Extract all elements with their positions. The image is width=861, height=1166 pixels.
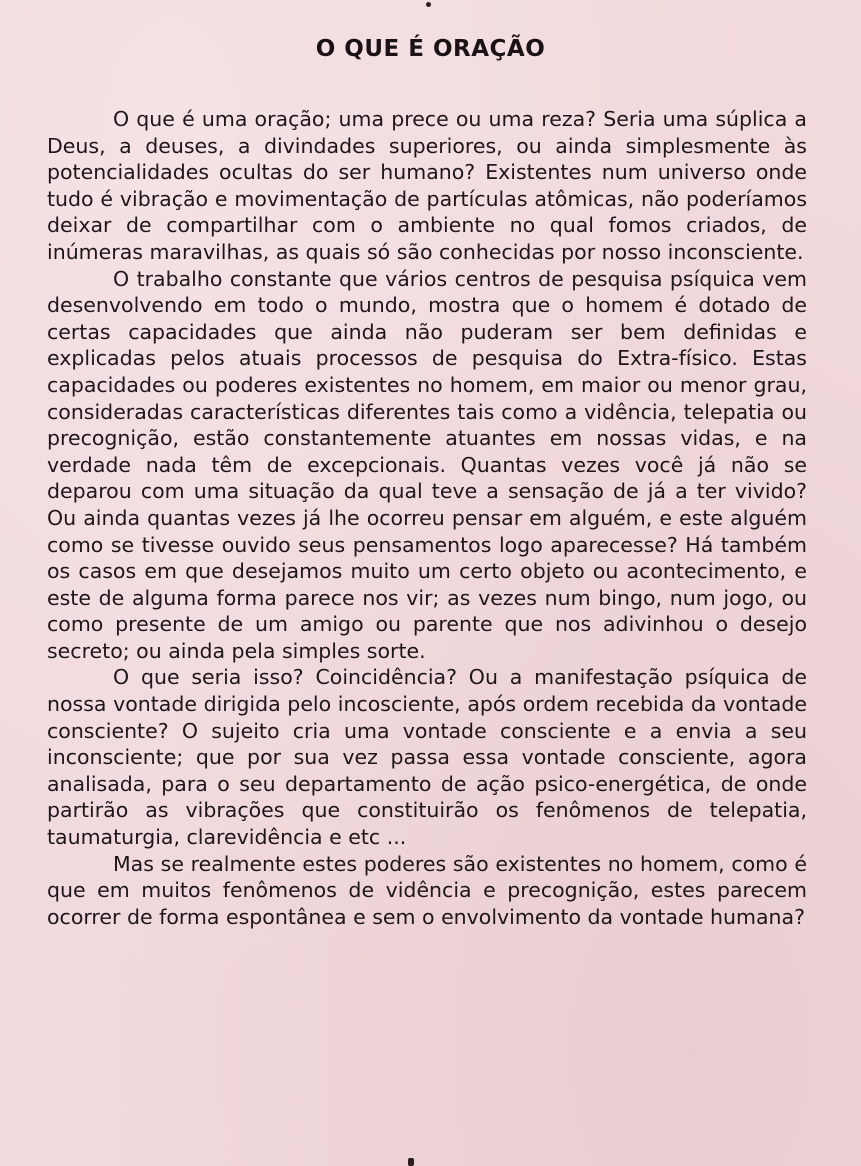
page-title: O QUE É ORAÇÃO: [315, 36, 546, 62]
paragraph: Mas se realmente estes poderes são existentes no homem, como é que em muitos fenômenos de vidência e precognição, estes parecem ocorrer de forma espontânea e sem o envolvimento da vontade humana?: [47, 851, 807, 929]
page-mark: [408, 1158, 414, 1166]
page-mark: [426, 2, 431, 7]
paragraph: O que é uma oração; uma prece ou uma reza? Seria uma súplica a Deus, a deuses, a divindades superiores, ou ainda simplesmente às potencialidades ocultas do ser humano? Existentes num universo onde tudo é vibração e movimentação de partículas atômicas, não poderíamos deixar de compartilhar com o ambiente no qual fomos criados, de inúmeras maravilhas, as quais só são conhecidas por nosso inconsciente.: [47, 107, 807, 264]
paragraph: O que seria isso? Coincidência? Ou a manifestação psíquica de nossa vontade dirigida pelo incosciente, após ordem recebida da vontade consciente? O sujeito cria uma vontade consciente e a envia a seu inconsciente; que por sua vez passa essa vontade consciente, agora analisada, para o seu departamento de ação psico-energética, de onde partirão as vibrações que constituirão os fenômenos de telepatia, taumaturgia, clarevidência e etc ...: [47, 665, 807, 850]
paragraph: O trabalho constante que vários centros de pesquisa psíquica vem desenvolvendo em todo o mundo, mostra que o homem é dotado de certas capacidades que ainda não puderam ser bem definidas e explicadas pelos atuais processos de pesquisa do Extra-físico. Estas capacidades ou poderes existentes no homem, em maior ou menor grau, consideradas características diferentes tais como a vidência, telepatia ou precognição, estão constantemente atuantes em nossas vidas, e na verdade nada têm de excepcionais. Quantas vezes você já não se deparou com uma situação da qual teve a sensação de já a ter vivido? Ou ainda quantas vezes já lhe ocorreu pensar em alguém, e este alguém como se tivesse ouvido seus pensamentos logo aparecesse? Há também os casos em que desejamos muito um certo objeto ou acontecimento, e este de alguma forma parece nos vir; as vezes num bingo, num jogo, ou como presente de um amigo ou parente que nos adivinhou o desejo secreto; ou ainda pela simples sorte.: [47, 266, 807, 663]
document-body: [47, 106, 807, 930]
